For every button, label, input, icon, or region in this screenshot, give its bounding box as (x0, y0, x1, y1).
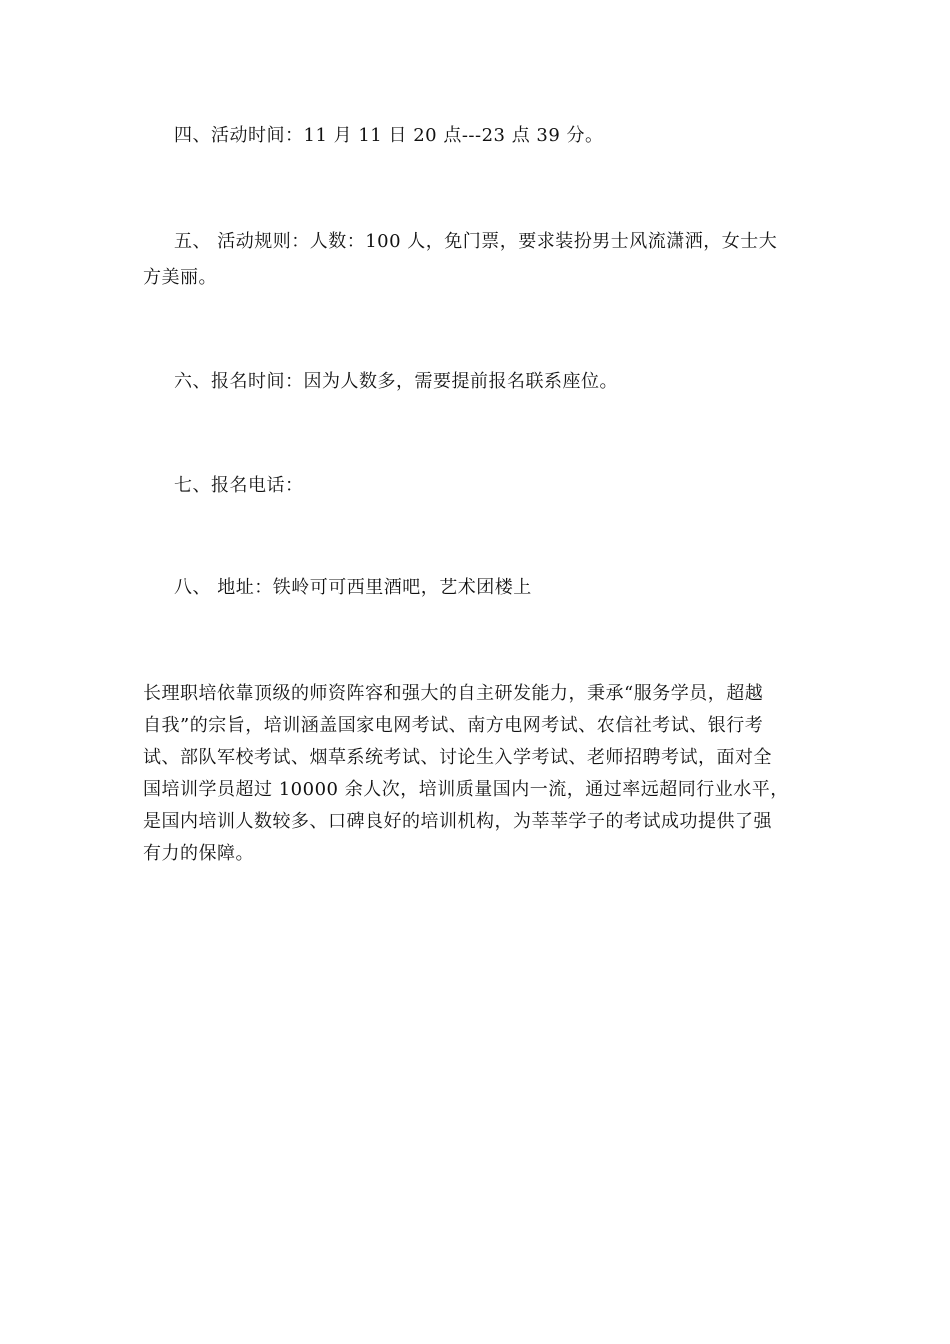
paragraph-line: 国培训学员超过 10000 余人次，培训质量国内一流，通过率远超同行业水平， (143, 779, 789, 800)
item-address: 八、 地址：铁岭可可西里酒吧，艺术团楼上 (174, 577, 532, 598)
paragraph-line: 有力的保障。 (143, 843, 254, 864)
item-activity-rules: 五、 活动规则：人数：100 人，免门票，要求装扮男士风流潇洒，女士大 (174, 231, 778, 252)
paragraph-line: 试、部队军校考试、烟草系统考试、讨论生入学考试、老师招聘考试，面对全 (143, 747, 772, 768)
paragraph-line: 长理职培依靠顶级的师资阵容和强大的自主研发能力，秉承“服务学员，超越 (143, 683, 764, 704)
item-activity-time: 四、活动时间：11 月 11 日 20 点---23 点 39 分。 (174, 125, 604, 146)
paragraph-line: 自我”的宗旨，培训涵盖国家电网考试、南方电网考试、农信社考试、银行考 (143, 715, 764, 736)
institution-paragraph (143, 678, 811, 870)
item-registration-phone: 七、报名电话： (174, 475, 304, 496)
item-registration-time: 六、报名时间：因为人数多，需要提前报名联系座位。 (174, 371, 618, 392)
paragraph-line: 是国内培训人数较多、口碑良好的培训机构，为莘莘学子的考试成功提供了强 (143, 811, 772, 832)
item-activity-rules-continued: 方美丽。 (143, 267, 217, 288)
